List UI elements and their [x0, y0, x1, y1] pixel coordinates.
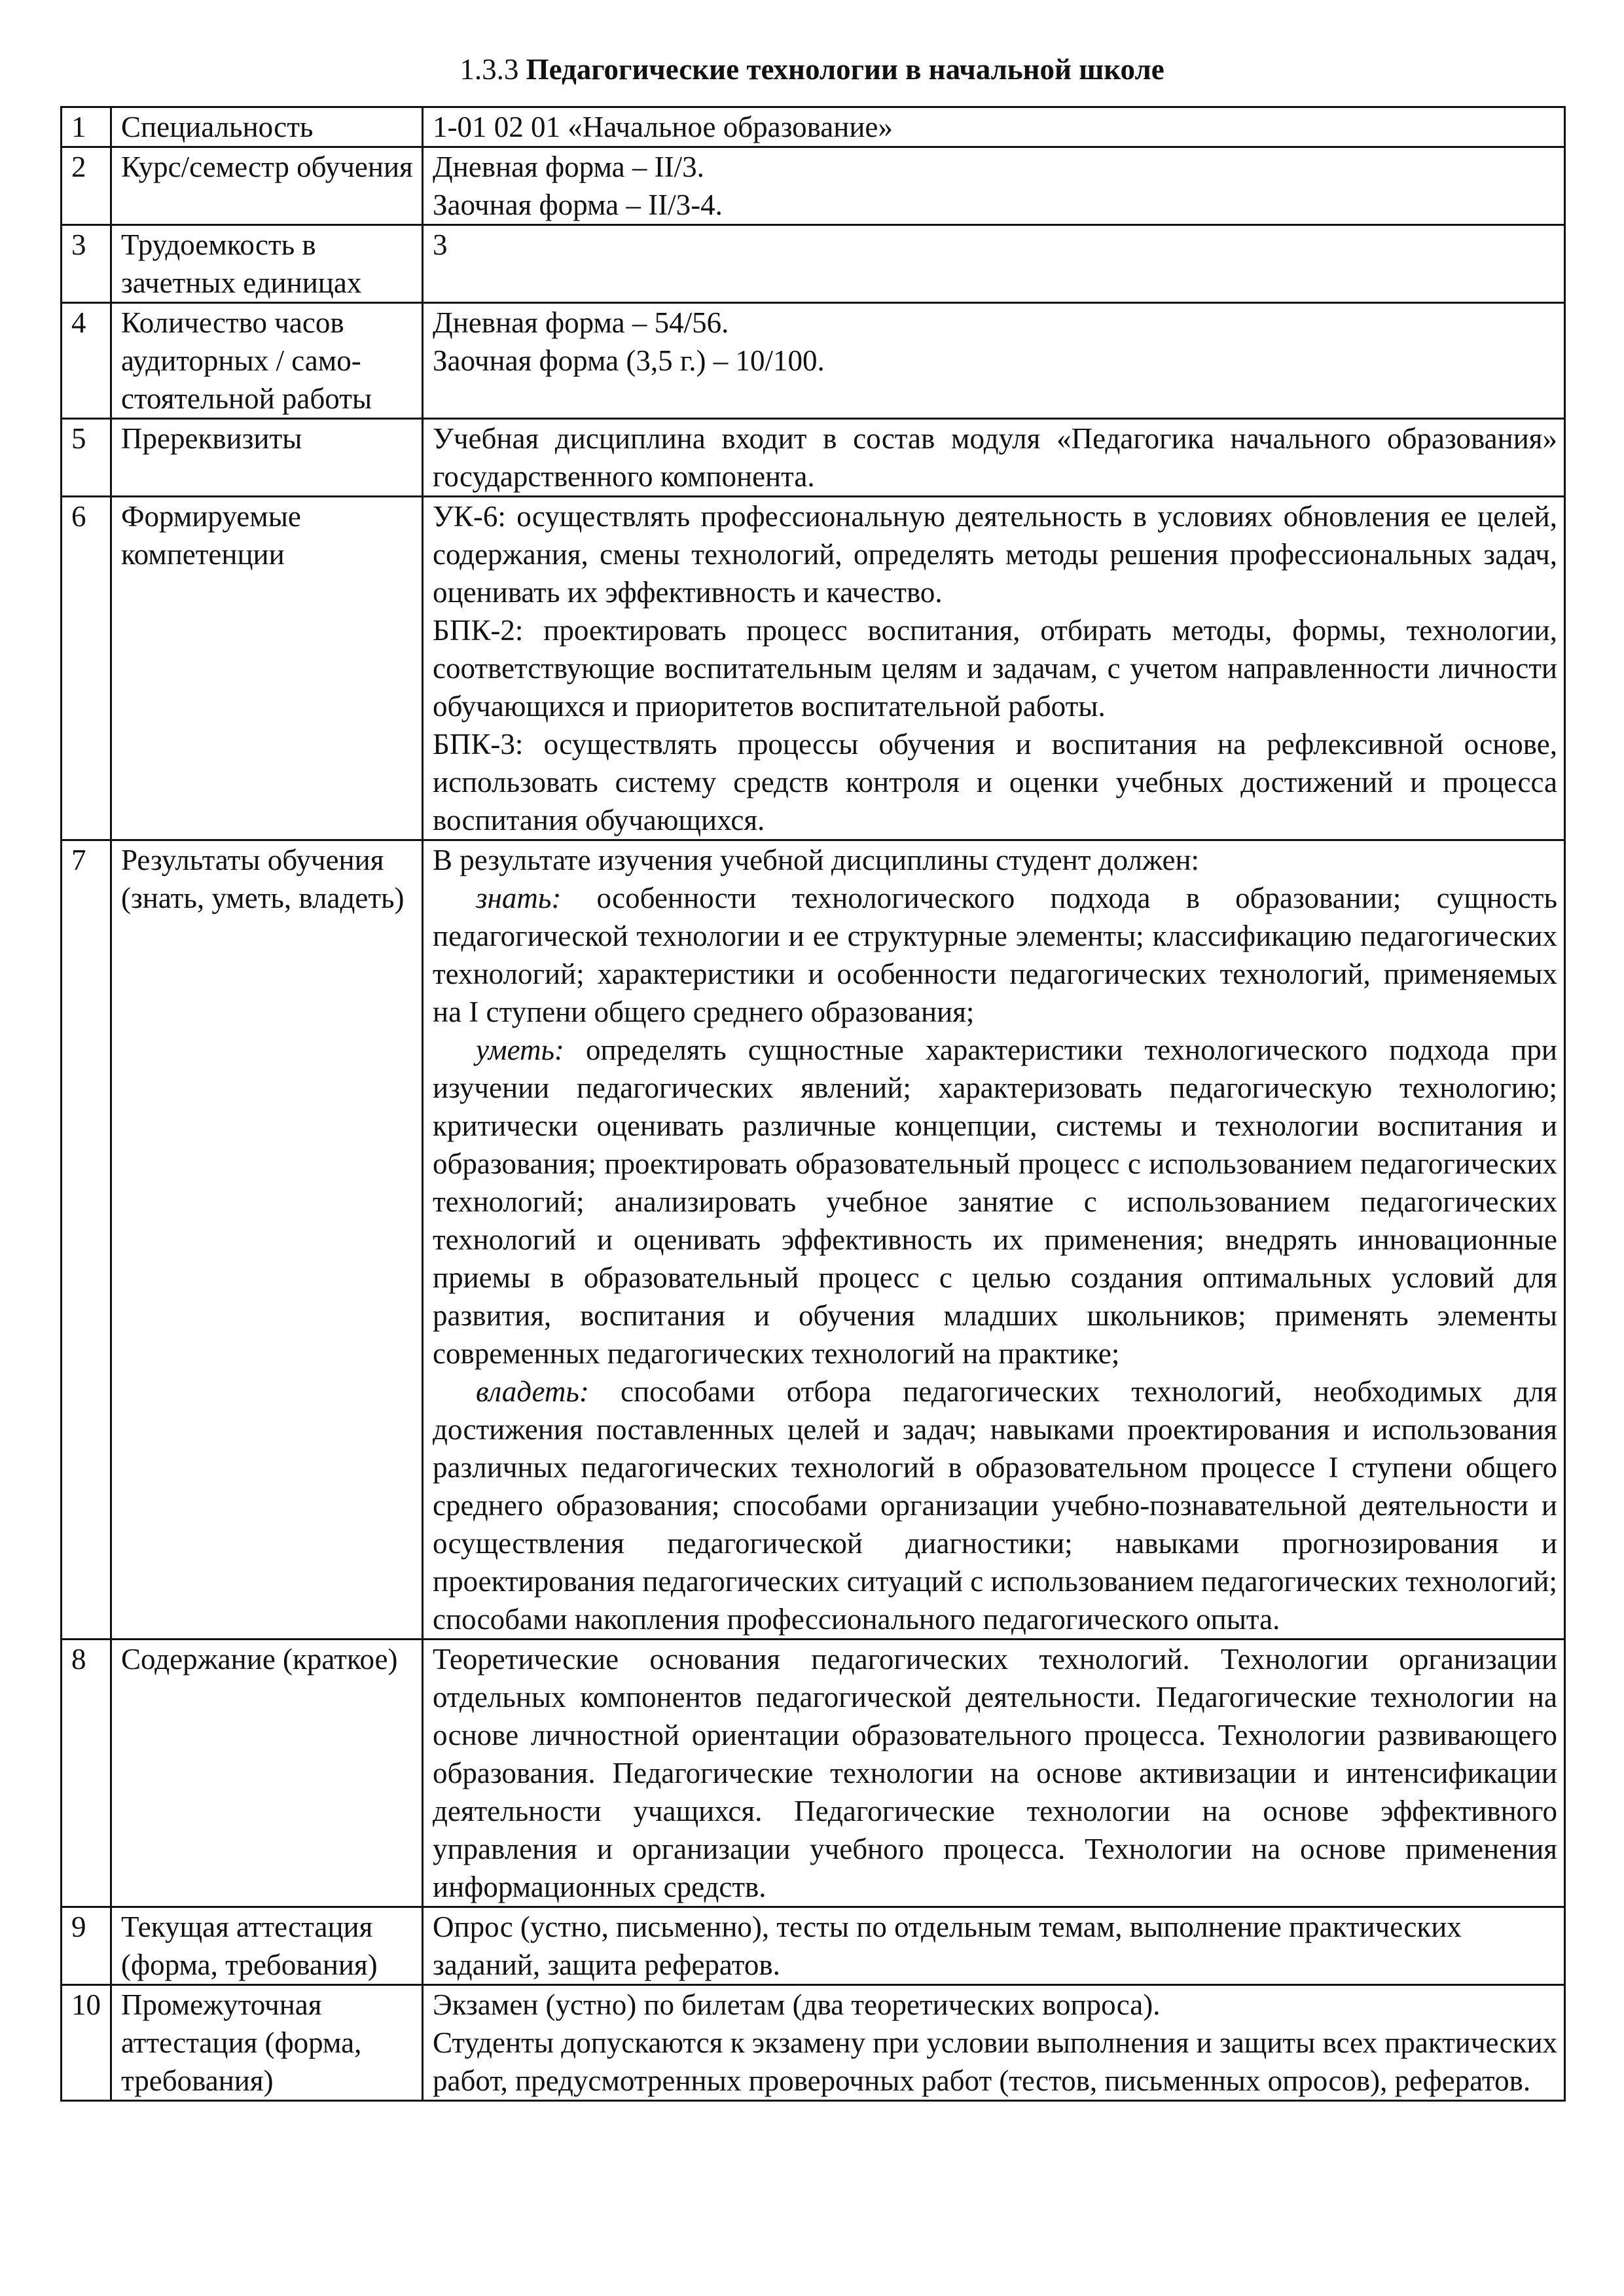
outcome-term: уметь:: [476, 1033, 564, 1066]
outcome-text: способами отбора педагогических технологий, необходимых для достижения поставленных целей и задач; навыками проектирования и использования различных педагогических технологий в образовательном процессе I ступени общего среднего образования; способами организации учебно-познавательной деятельности и осуществления педагогической диагностики; навыками прогнозирования и проектирования педагогических ситуаций с использованием педагогических технологий; способами накопления профессионального педагогического опыта.: [433, 1375, 1557, 1636]
table-row: [62, 1640, 1565, 1907]
value-line: 1-01 02 01 «Начальное образование»: [433, 111, 893, 143]
table-row: [62, 1985, 1565, 2101]
outcome-master: [433, 1372, 1557, 1638]
outcome-know: [433, 879, 1557, 1031]
page-title: [0, 51, 1624, 88]
row-number: 10: [62, 1985, 111, 2101]
row-label: Количество часов аудиторных / само-стоятельной работы: [111, 303, 423, 419]
row-number: 5: [62, 419, 111, 497]
value-line: 3: [433, 228, 448, 261]
row-number: 1: [62, 107, 111, 147]
row-value: [423, 840, 1565, 1640]
outcome-term: владеть:: [476, 1375, 589, 1408]
table-row: [62, 303, 1565, 419]
row-label: Трудоемкость в зачетных единицах: [111, 225, 423, 303]
competence-bpk2: БПК-2: проектировать процесс воспитания, отбирать методы, формы, технологии, соответствующие воспитательным целям и задачам, с учетом направленности личности обучающихся и приоритетов воспитательной работы.: [433, 614, 1557, 723]
outcome-term: знать:: [476, 882, 562, 914]
row-number: 4: [62, 303, 111, 419]
table-row: [62, 840, 1565, 1640]
row-number: 3: [62, 225, 111, 303]
value-line: Дневная форма – 54/56.: [433, 306, 729, 339]
section-title: Педагогические технологии в начальной школе: [526, 53, 1164, 86]
row-label: Курс/семестр обучения: [111, 147, 423, 225]
row-number: 9: [62, 1907, 111, 1985]
section-number: 1.3.3: [460, 53, 519, 86]
row-label: Текущая аттестация (форма, требования): [111, 1907, 423, 1985]
value-paragraph: Студенты допускаются к экзамену при условии выполнения и защиты всех практических работ, предусмотренных проверочных работ (тестов, письменных опросов), рефератов.: [433, 2026, 1557, 2097]
value-paragraph: Опрос (устно, письменно), тесты по отдельным темам, выполнение практических заданий, защита рефератов.: [433, 1910, 1462, 1981]
row-label: Формируемые компетенции: [111, 497, 423, 840]
course-info-table: [60, 106, 1566, 2102]
value-line: Заочная форма – II/3-4.: [433, 188, 723, 221]
row-value: [423, 147, 1565, 225]
value-paragraph: Учебная дисциплина входит в состав модуля «Педагогика начального образования» государственного компонента.: [433, 422, 1557, 493]
row-value: [423, 497, 1565, 840]
row-value: [423, 1640, 1565, 1907]
row-number: 7: [62, 840, 111, 1640]
row-label: Содержание (краткое): [111, 1640, 423, 1907]
competence-bpk3: БПК-3: осуществлять процессы обучения и воспитания на рефлексивной основе, использовать систему средств контроля и оценки учебных достижений и процесса воспитания обучающихся.: [433, 728, 1557, 836]
value-line: Экзамен (устно) по билетам (два теоретических вопроса).: [433, 1988, 1161, 2021]
value-line: Заочная форма (3,5 г.) – 10/100.: [433, 344, 825, 377]
row-value: [423, 1907, 1565, 1985]
row-value: [423, 225, 1565, 303]
outcome-can: [433, 1031, 1557, 1372]
table-row: [62, 225, 1565, 303]
row-value: [423, 419, 1565, 497]
competence-uk6: УК-6: осуществлять профессиональную деятельность в условиях обновления ее целей, содержания, смены технологий, определять методы решения профессиональных задач, оценивать их эффективность и качество.: [433, 500, 1557, 609]
value-line: Дневная форма – II/3.: [433, 151, 704, 183]
row-value: [423, 107, 1565, 147]
outcomes-intro: В результате изучения учебной дисциплины студент должен:: [433, 844, 1200, 876]
outcome-text: определять сущностные характеристики технологического подхода при изучении педагогических явлений; характеризовать педагогическую технологию; критически оценивать различные концепции, системы и технологии воспитания и образования; проектировать образовательный процесс с использованием педагогических технологий; анализировать учебное занятие с использованием педагогических технологий и оценивать эффективность их применения; внедрять инновационные приемы в образовательный процесс с целью создания оптимальных условий для развития, воспитания и обучения младших школьников; применять элементы современных педагогических технологий на практике;: [433, 1033, 1557, 1370]
row-label: Результаты обучения (знать, уметь, владеть): [111, 840, 423, 1640]
row-label: Промежуточная аттестация (форма, требования): [111, 1985, 423, 2101]
row-value: [423, 303, 1565, 419]
row-label: Специальность: [111, 107, 423, 147]
table-row: [62, 1907, 1565, 1985]
row-number: 6: [62, 497, 111, 840]
outcome-text: особенности технологического подхода в образовании; сущность педагогической технологии и ее структурные элементы; классификацию педагогических технологий; характеристики и особенности педагогических технологий, применяемых на I ступени общего среднего образования;: [433, 882, 1557, 1028]
row-value: [423, 1985, 1565, 2101]
table-row: [62, 147, 1565, 225]
table-row: [62, 497, 1565, 840]
table-row: [62, 419, 1565, 497]
row-number: 8: [62, 1640, 111, 1907]
row-label: Пререквизиты: [111, 419, 423, 497]
row-number: 2: [62, 147, 111, 225]
value-paragraph: Теоретические основания педагогических технологий. Технологии организации отдельных компонентов педагогической деятельности. Педагогические технологии на основе личностной ориентации образовательного процесса. Технологии развивающего образования. Педагогические технологии на основе активизации и интенсификации деятельности учащихся. Педагогические технологии на основе эффективного управления и организации учебного процесса. Технологии на основе применения информационных средств.: [433, 1643, 1557, 1903]
table-row: [62, 107, 1565, 147]
